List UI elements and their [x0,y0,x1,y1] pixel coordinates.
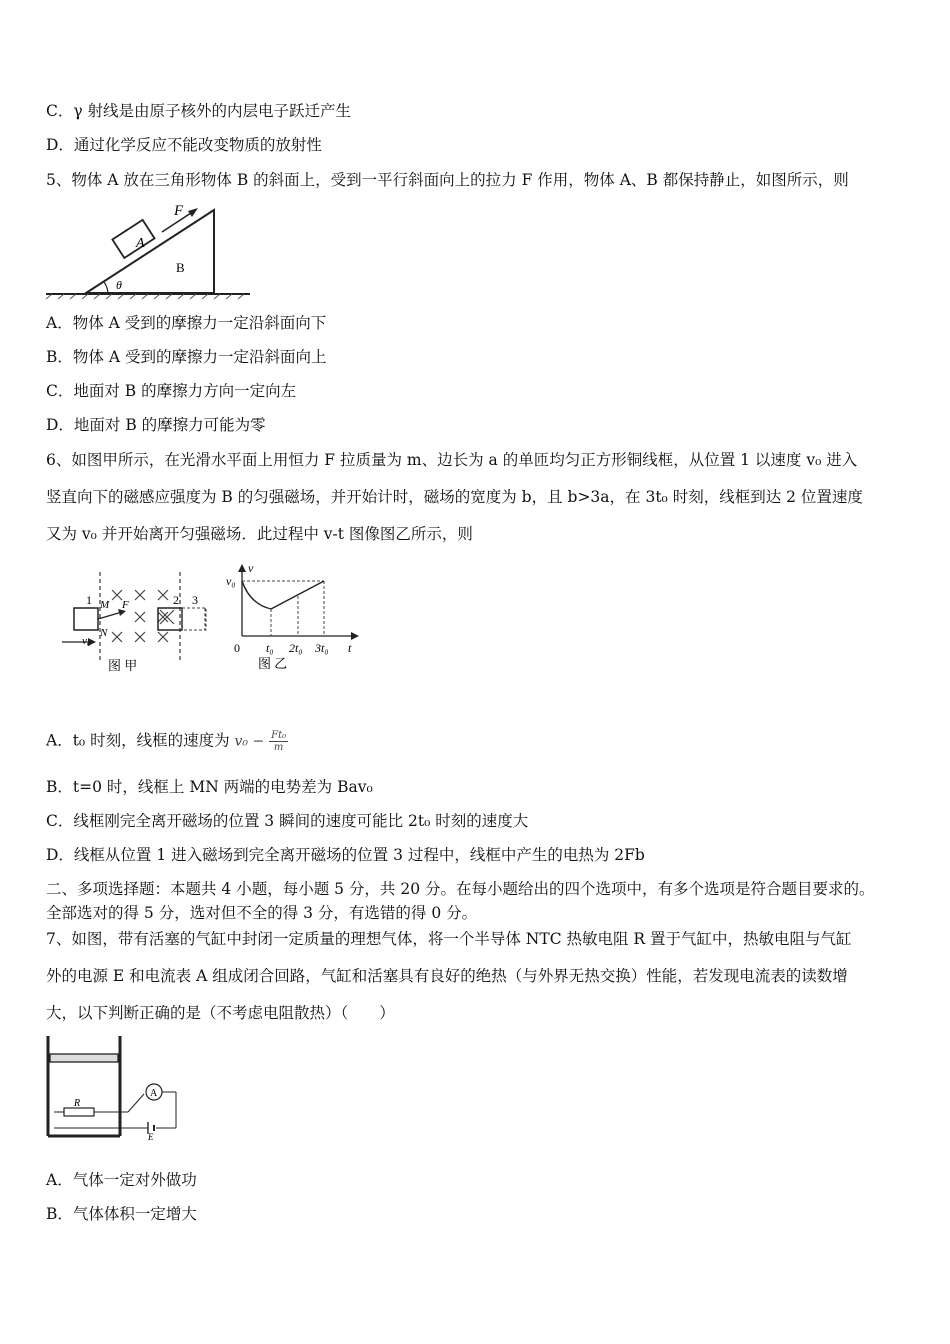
question-5-stem: 5、物体 A 放在三角形物体 B 的斜面上，受到一平行斜面向上的拉力 F 作用，物体 A、B 都保持静止，如图所示，则 [46,171,849,189]
option-line: C．地面对 B 的摩擦力方向一定向左 [46,382,297,400]
question-7-stem: 外的电源 E 和电流表 A 组成闭合回路，气缸和活塞具有良好的绝热（与外界无热交换）性能，若发现电流表的读数增 [46,967,848,985]
section-2-heading: 二、多项选择题：本题共 4 小题，每小题 5 分，共 20 分。在每小题给出的四个选项中，有多个选项是符合题目要求的。 [46,880,875,898]
option-line: B．t=0 时，线框上 MN 两端的电势差为 Bav₀ [46,778,373,796]
question-7-stem: 大，以下判断正确的是（不考虑电阻散热）（ ） [46,1004,395,1022]
option-line: D．通过化学反应不能改变物质的放射性 [46,136,322,154]
label-B: B [176,260,185,275]
option-line: B．气体体积一定增大 [46,1205,197,1223]
formula-denominator: m [273,742,284,753]
question-6-stem: 竖直向下的磁感应强度为 B 的匀强磁场，并开始计时，磁场的宽度为 b，且 b>3a，在 3t₀ 时刻，线框到达 2 位置速度 [46,488,863,506]
pos-2: 2 [173,593,179,607]
tick-3t0: 3t₀ [315,641,329,655]
label-origin: 0 [234,641,240,655]
pos-1: 1 [86,593,92,607]
tick-t0: t₀ [266,641,274,655]
option-line: C．γ 射线是由原子核外的内层电子跃迁产生 [46,102,352,120]
label-R: R [74,1098,81,1109]
label-v0: v₀ [82,635,91,647]
question-6-stem: 又为 v₀ 并开始离开匀强磁场．此过程中 v-t 图像图乙所示，则 [46,525,473,543]
option-line: D．线框从位置 1 进入磁场到完全离开磁场的位置 3 过程中，线框中产生的电热为 2Fb [46,846,645,864]
formula-numerator: Ft₀ [271,730,287,741]
label-N: N [100,627,108,639]
label-theta: θ [116,278,122,292]
label-v0: v₀ [226,574,236,588]
v-t-graph [226,560,362,676]
label-M: M [100,599,110,611]
option-line [46,730,288,753]
caption-yi: 图 乙 [258,656,288,671]
section-2-heading: 全部选对的得 5 分，选对但不全的得 3 分，有选错的得 0 分。 [46,904,478,922]
option-a-text: A．t₀ 时刻，线框的速度为 [46,731,230,750]
option-line: B．物体 A 受到的摩擦力一定沿斜面向上 [46,348,327,366]
label-t: t [348,641,352,655]
question-6-stem: 6、如图甲所示，在光滑水平面上用恒力 F 拉质量为 m、边长为 a 的单匝均匀正方形铜线框，从位置 1 以速度 v₀ 进入 [46,451,858,469]
option-line: C．线框刚完全离开磁场的位置 3 瞬间的速度可能比 2t₀ 时刻的速度大 [46,812,529,830]
label-F: F [174,203,184,219]
label-A: A [136,236,145,251]
tick-2t0: 2t₀ [289,641,303,655]
formula-v0: v₀ − [234,733,265,750]
option-line: D．地面对 B 的摩擦力可能为零 [46,416,266,434]
magnetic-field-figure [60,572,220,674]
question-7-stem: 7、如图，带有活塞的气缸中封闭一定质量的理想气体，将一个半导体 NTC 热敏电阻 R 置于气缸中，热敏电阻与气缸 [46,930,852,948]
label-E: E [148,1132,154,1142]
cylinder-circuit-figure [44,1034,180,1142]
caption-jia: 图 甲 [108,658,138,673]
incline-figure [46,198,252,300]
option-line: A．物体 A 受到的摩擦力一定沿斜面向下 [46,314,327,332]
option-line: A．气体一定对外做功 [46,1171,197,1189]
label-v: v [248,561,254,575]
pos-3: 3 [192,593,198,607]
label-ammeter: A [150,1088,158,1099]
label-F: F [122,599,129,611]
